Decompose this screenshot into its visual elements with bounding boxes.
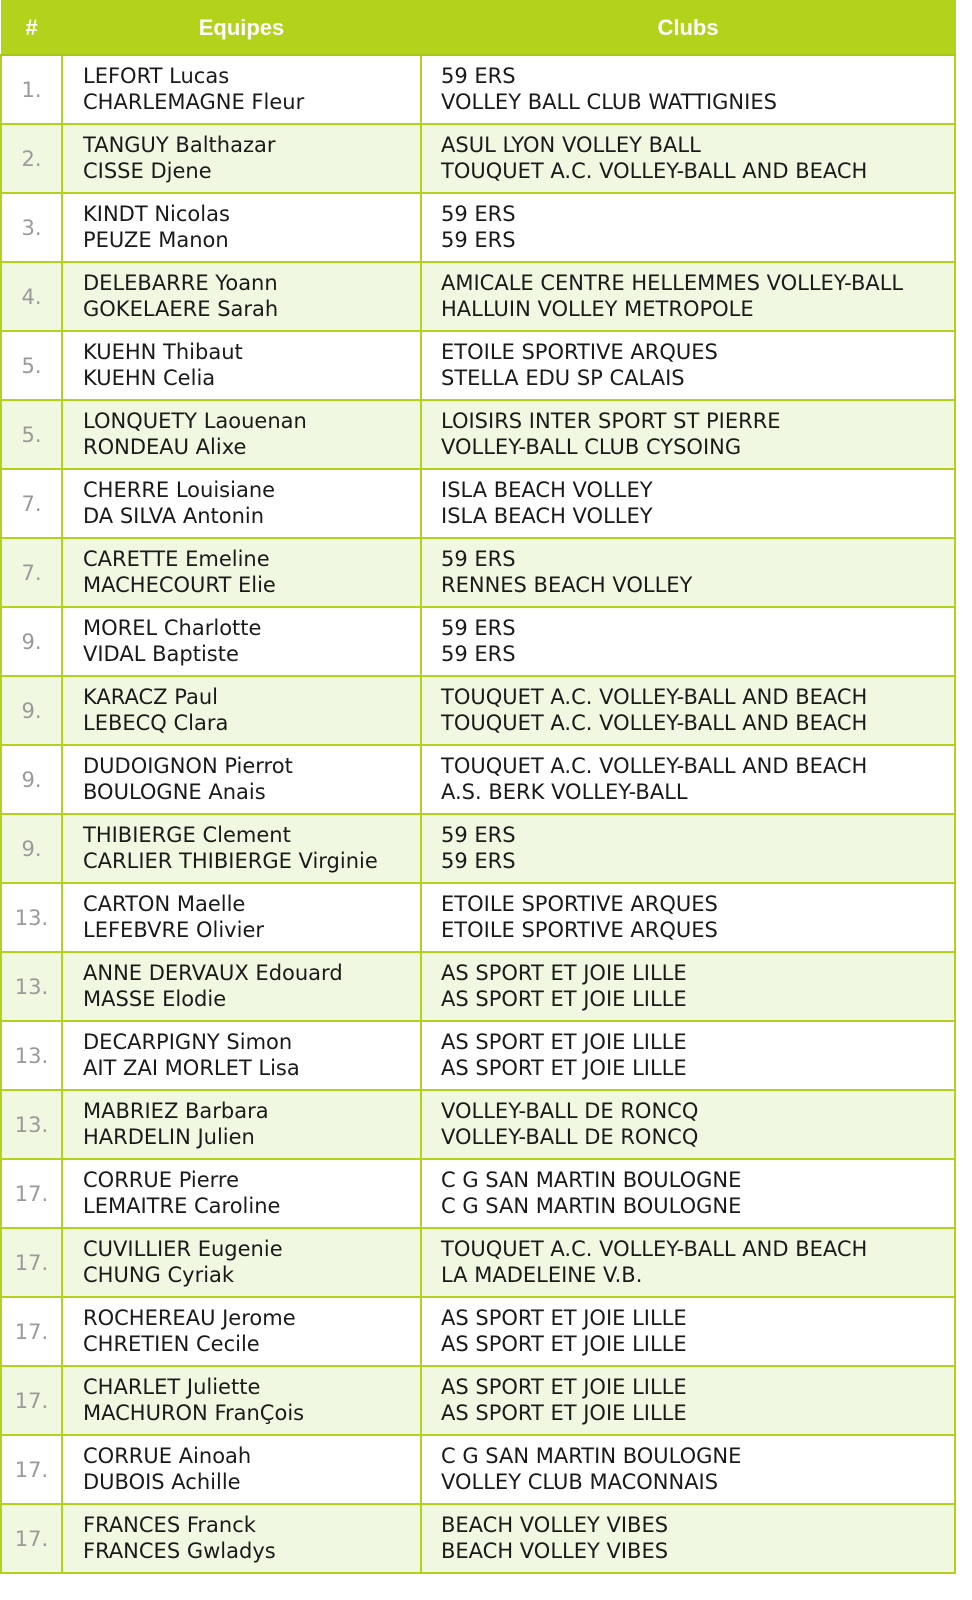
table-row (1, 400, 955, 469)
club-name: VOLLEY BALL CLUB WATTIGNIES (441, 89, 777, 114)
club-name: BEACH VOLLEY VIBES (441, 1513, 669, 1537)
club-name: C G SAN MARTIN BOULOGNE (441, 1168, 742, 1192)
player-name: HARDELIN Julien (83, 1124, 255, 1149)
club-name: VOLLEY-BALL CLUB CYSOING (441, 434, 742, 459)
header-clubs: Clubs (421, 1, 955, 56)
player-name: MACHURON FranÇois (83, 1400, 305, 1425)
player-name: CHARLET Juliette (83, 1375, 261, 1399)
club-cell (421, 55, 955, 124)
table-row (1, 676, 955, 745)
player-name: CHERRE Louisiane (83, 478, 276, 502)
player-name: LEBECQ Clara (83, 710, 229, 735)
club-name: TOUQUET A.C. VOLLEY-BALL AND BEACH (441, 685, 868, 709)
player-name: CARETTE Emeline (83, 547, 270, 571)
rank-cell: 5. (1, 400, 62, 469)
club-name: 59 ERS (441, 227, 516, 252)
rank-cell: 17. (1, 1366, 62, 1435)
club-name: LA MADELEINE V.B. (441, 1262, 643, 1287)
club-name: HALLUIN VOLLEY METROPOLE (441, 296, 754, 321)
club-cell (421, 814, 955, 883)
rank-cell: 9. (1, 607, 62, 676)
team-cell (62, 1435, 421, 1504)
club-name: RENNES BEACH VOLLEY (441, 572, 693, 597)
player-name: KINDT Nicolas (83, 202, 230, 226)
club-name: 59 ERS (441, 848, 516, 873)
club-name: AS SPORT ET JOIE LILLE (441, 961, 687, 985)
club-name: C G SAN MARTIN BOULOGNE (441, 1193, 742, 1218)
rank-cell: 3. (1, 193, 62, 262)
player-name: CHUNG Cyriak (83, 1262, 235, 1287)
player-name: KUEHN Thibaut (83, 340, 243, 364)
club-name: TOUQUET A.C. VOLLEY-BALL AND BEACH (441, 1237, 868, 1261)
player-name: CISSE Djene (83, 158, 212, 183)
team-cell (62, 124, 421, 193)
club-cell (421, 400, 955, 469)
table-row (1, 55, 955, 124)
player-name: DA SILVA Antonin (83, 503, 265, 528)
club-name: ETOILE SPORTIVE ARQUES (441, 340, 718, 364)
club-name: VOLLEY-BALL DE RONCQ (441, 1124, 699, 1149)
club-name: C G SAN MARTIN BOULOGNE (441, 1444, 742, 1468)
team-cell (62, 262, 421, 331)
club-cell (421, 469, 955, 538)
club-cell (421, 1159, 955, 1228)
club-name: A.S. BERK VOLLEY-BALL (441, 779, 688, 804)
club-name: AS SPORT ET JOIE LILLE (441, 1400, 687, 1425)
club-cell (421, 1504, 955, 1573)
table-row (1, 469, 955, 538)
club-name: VOLLEY CLUB MACONNAIS (441, 1469, 719, 1494)
team-cell (62, 814, 421, 883)
header-row (1, 1, 955, 56)
club-cell (421, 1228, 955, 1297)
club-name: AS SPORT ET JOIE LILLE (441, 1030, 687, 1054)
player-name: CORRUE Pierre (83, 1168, 240, 1192)
rank-cell: 7. (1, 538, 62, 607)
player-name: FRANCES Franck (83, 1513, 256, 1537)
rank-cell: 13. (1, 952, 62, 1021)
player-name: ROCHEREAU Jerome (83, 1306, 296, 1330)
player-name: LEFEBVRE Olivier (83, 917, 264, 942)
player-name: MASSE Elodie (83, 986, 227, 1011)
player-name: KUEHN Celia (83, 365, 216, 390)
table-row (1, 1228, 955, 1297)
player-name: PEUZE Manon (83, 227, 229, 252)
club-name: AS SPORT ET JOIE LILLE (441, 986, 687, 1011)
club-name: AS SPORT ET JOIE LILLE (441, 1375, 687, 1399)
table-row (1, 952, 955, 1021)
table-row (1, 1159, 955, 1228)
player-name: DUDOIGNON Pierrot (83, 754, 293, 778)
club-name: TOUQUET A.C. VOLLEY-BALL AND BEACH (441, 754, 868, 778)
rank-cell: 2. (1, 124, 62, 193)
table-row (1, 607, 955, 676)
table-row (1, 745, 955, 814)
player-name: CORRUE Ainoah (83, 1444, 252, 1468)
club-name: 59 ERS (441, 641, 516, 666)
table-row (1, 1021, 955, 1090)
player-name: LEMAITRE Caroline (83, 1193, 281, 1218)
club-cell (421, 331, 955, 400)
header-teams: Equipes (62, 1, 421, 56)
club-name: 59 ERS (441, 64, 516, 88)
player-name: CHRETIEN Cecile (83, 1331, 260, 1356)
player-name: CHARLEMAGNE Fleur (83, 89, 305, 114)
club-cell (421, 1297, 955, 1366)
player-name: ANNE DERVAUX Edouard (83, 961, 343, 985)
team-cell (62, 55, 421, 124)
team-cell (62, 193, 421, 262)
rank-cell: 17. (1, 1228, 62, 1297)
club-name: 59 ERS (441, 547, 516, 571)
player-name: THIBIERGE Clement (83, 823, 291, 847)
club-name: AS SPORT ET JOIE LILLE (441, 1055, 687, 1080)
club-name: ISLA BEACH VOLLEY (441, 503, 653, 528)
rank-cell: 17. (1, 1504, 62, 1573)
player-name: DUBOIS Achille (83, 1469, 241, 1494)
club-cell (421, 538, 955, 607)
player-name: DELEBARRE Yoann (83, 271, 278, 295)
club-cell (421, 1021, 955, 1090)
club-name: AS SPORT ET JOIE LILLE (441, 1306, 687, 1330)
team-cell (62, 1228, 421, 1297)
player-name: MACHECOURT Elie (83, 572, 276, 597)
table-row (1, 1366, 955, 1435)
club-name: ETOILE SPORTIVE ARQUES (441, 892, 718, 916)
rank-cell: 7. (1, 469, 62, 538)
rank-cell: 17. (1, 1435, 62, 1504)
rank-cell: 13. (1, 883, 62, 952)
player-name: FRANCES Gwladys (83, 1538, 276, 1563)
rank-cell: 17. (1, 1297, 62, 1366)
player-name: AIT ZAI MORLET Lisa (83, 1055, 300, 1080)
club-name: 59 ERS (441, 823, 516, 847)
table-row (1, 331, 955, 400)
team-cell (62, 1366, 421, 1435)
table-row (1, 1297, 955, 1366)
club-name: TOUQUET A.C. VOLLEY-BALL AND BEACH (441, 158, 868, 183)
club-cell (421, 124, 955, 193)
club-name: VOLLEY-BALL DE RONCQ (441, 1099, 699, 1123)
team-cell (62, 745, 421, 814)
player-name: VIDAL Baptiste (83, 641, 239, 666)
table-row (1, 193, 955, 262)
club-cell (421, 193, 955, 262)
player-name: CARTON Maelle (83, 892, 246, 916)
club-name: ISLA BEACH VOLLEY (441, 478, 653, 502)
rank-cell: 1. (1, 55, 62, 124)
team-cell (62, 676, 421, 745)
team-cell (62, 1021, 421, 1090)
player-name: CARLIER THIBIERGE Virginie (83, 848, 378, 873)
rank-cell: 13. (1, 1090, 62, 1159)
rank-cell: 9. (1, 814, 62, 883)
table-row (1, 883, 955, 952)
player-name: MOREL Charlotte (83, 616, 262, 640)
player-name: GOKELAERE Sarah (83, 296, 279, 321)
rank-cell: 4. (1, 262, 62, 331)
club-name: LOISIRS INTER SPORT ST PIERRE (441, 409, 781, 433)
player-name: DECARPIGNY Simon (83, 1030, 293, 1054)
team-cell (62, 1504, 421, 1573)
club-name: BEACH VOLLEY VIBES (441, 1538, 669, 1563)
rank-cell: 9. (1, 745, 62, 814)
table-row (1, 1435, 955, 1504)
team-cell (62, 1090, 421, 1159)
club-name: 59 ERS (441, 616, 516, 640)
player-name: CUVILLIER Eugenie (83, 1237, 283, 1261)
club-cell (421, 262, 955, 331)
team-cell (62, 607, 421, 676)
header-rank: # (1, 1, 62, 56)
club-name: 59 ERS (441, 202, 516, 226)
team-cell (62, 331, 421, 400)
club-cell (421, 1090, 955, 1159)
club-cell (421, 1366, 955, 1435)
club-cell (421, 607, 955, 676)
table-row (1, 124, 955, 193)
club-cell (421, 883, 955, 952)
team-cell (62, 469, 421, 538)
player-name: RONDEAU Alixe (83, 434, 247, 459)
club-cell (421, 676, 955, 745)
team-cell (62, 1159, 421, 1228)
club-name: AMICALE CENTRE HELLEMMES VOLLEY-BALL (441, 271, 904, 295)
player-name: LEFORT Lucas (83, 64, 230, 88)
player-name: MABRIEZ Barbara (83, 1099, 269, 1123)
club-name: TOUQUET A.C. VOLLEY-BALL AND BEACH (441, 710, 868, 735)
club-name: ASUL LYON VOLLEY BALL (441, 133, 701, 157)
club-name: STELLA EDU SP CALAIS (441, 365, 685, 390)
rank-cell: 13. (1, 1021, 62, 1090)
rank-cell: 5. (1, 331, 62, 400)
table-row (1, 538, 955, 607)
club-name: AS SPORT ET JOIE LILLE (441, 1331, 687, 1356)
club-name: ETOILE SPORTIVE ARQUES (441, 917, 718, 942)
team-cell (62, 883, 421, 952)
player-name: TANGUY Balthazar (83, 133, 276, 157)
club-cell (421, 1435, 955, 1504)
club-cell (421, 952, 955, 1021)
team-cell (62, 400, 421, 469)
table-row (1, 814, 955, 883)
table-row (1, 1090, 955, 1159)
team-cell (62, 1297, 421, 1366)
rank-cell: 17. (1, 1159, 62, 1228)
player-name: KARACZ Paul (83, 685, 218, 709)
table-body (1, 55, 955, 1573)
table-row (1, 1504, 955, 1573)
rank-cell: 9. (1, 676, 62, 745)
team-cell (62, 538, 421, 607)
player-name: LONQUETY Laouenan (83, 409, 307, 433)
table-header (1, 1, 955, 56)
player-name: BOULOGNE Anais (83, 779, 266, 804)
table-row (1, 262, 955, 331)
club-cell (421, 745, 955, 814)
team-cell (62, 952, 421, 1021)
